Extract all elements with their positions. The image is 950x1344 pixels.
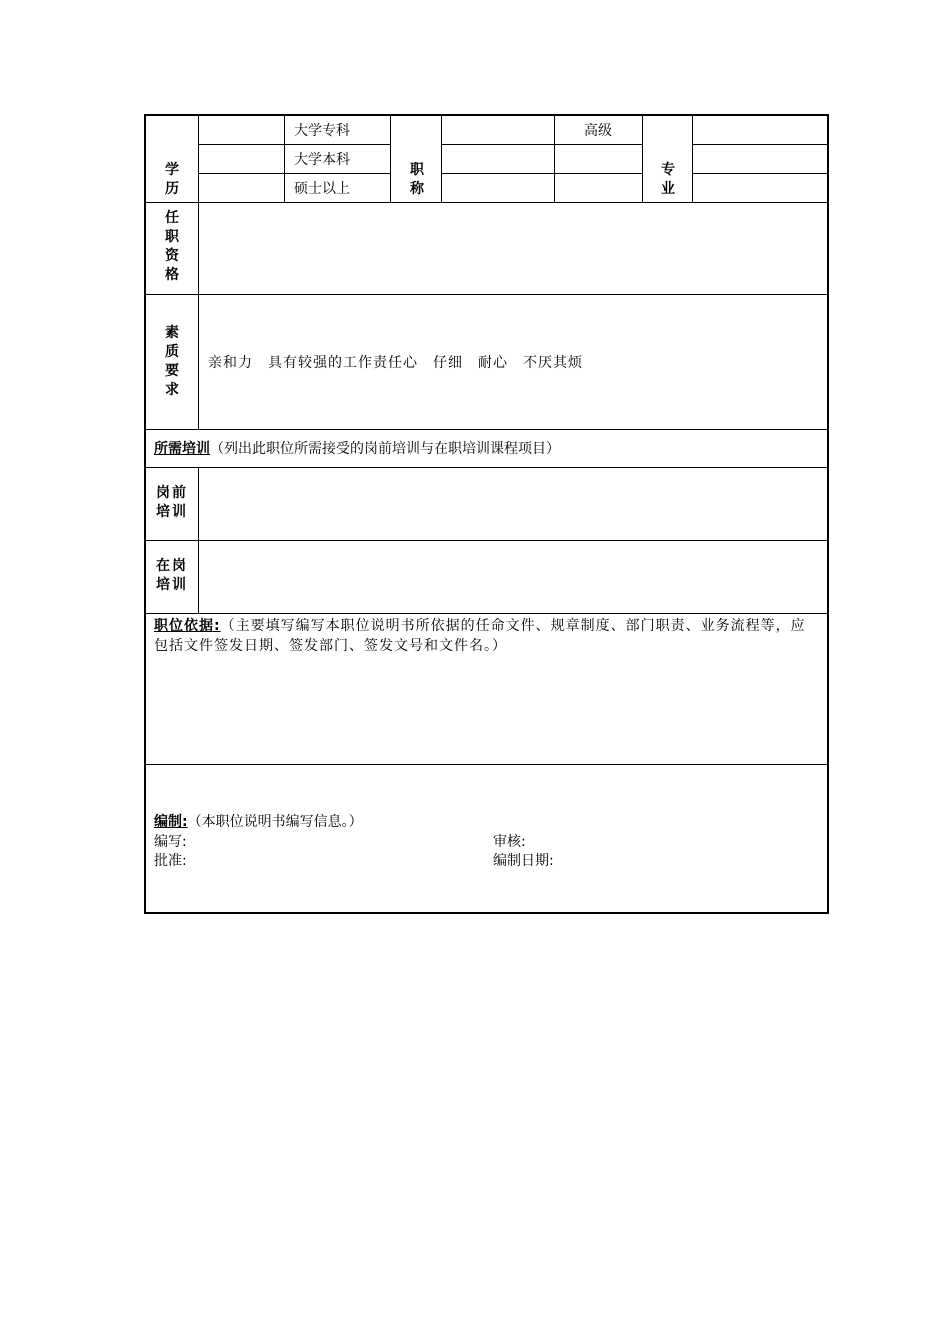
basis-section <box>154 616 819 656</box>
column-divider <box>284 116 285 202</box>
compile-date-field: 编制日期: <box>493 853 554 869</box>
compile-section <box>154 812 363 832</box>
row-divider <box>146 540 827 541</box>
qualification-label: 任职资格 <box>165 210 179 283</box>
major-label: 专业 <box>661 162 675 197</box>
quality-value[interactable]: 亲和力 具有较强的工作责任心 仔细 耐心 不厌其烦 <box>208 355 583 371</box>
row-divider <box>441 144 642 145</box>
pre-job-training-label: 岗前培训 <box>156 485 188 520</box>
column-divider <box>198 116 199 429</box>
basis-heading: 职位依据: <box>154 618 221 634</box>
quality-label: 素质要求 <box>165 325 179 398</box>
education-level-master: 硕士以上 <box>294 181 350 197</box>
column-divider <box>198 467 199 613</box>
column-divider <box>390 116 391 202</box>
compile-note: （本职位说明书编写信息。） <box>187 814 363 830</box>
education-level-bachelor: 大学本科 <box>294 152 350 168</box>
row-divider <box>146 467 827 468</box>
title-rank-label: 职称 <box>410 162 424 197</box>
training-section <box>154 439 560 459</box>
row-divider <box>198 173 390 174</box>
training-heading: 所需培训 <box>154 441 210 457</box>
row-divider <box>146 202 827 203</box>
column-divider <box>692 116 693 202</box>
row-divider <box>146 429 827 430</box>
row-divider <box>146 294 827 295</box>
approver-field: 批准: <box>154 853 187 869</box>
row-divider <box>146 613 827 614</box>
row-divider <box>692 173 827 174</box>
training-note: （列出此职位所需接受的岗前培训与在职培训课程项目） <box>210 441 560 457</box>
basis-note: （主要填写编写本职位说明书所依据的任命文件、规章制度、部门职责、业务流程等，应包括文件签发日期、签发部门、签发文号和文件名。） <box>154 618 806 654</box>
compile-heading: 编制: <box>154 814 188 830</box>
row-divider <box>146 912 827 913</box>
on-job-training-label: 在岗培训 <box>156 558 188 593</box>
column-divider <box>554 116 555 202</box>
column-divider <box>441 116 442 202</box>
row-divider <box>198 144 390 145</box>
row-divider <box>441 173 642 174</box>
title-rank-senior: 高级 <box>584 123 612 139</box>
writer-field: 编写: <box>154 834 187 850</box>
row-divider <box>146 764 827 765</box>
reviewer-field: 审核: <box>493 834 526 850</box>
column-divider <box>642 116 643 202</box>
education-label: 学历 <box>165 162 179 197</box>
education-level-associate: 大学专科 <box>294 123 350 139</box>
row-divider <box>692 144 827 145</box>
job-description-form <box>144 114 829 914</box>
